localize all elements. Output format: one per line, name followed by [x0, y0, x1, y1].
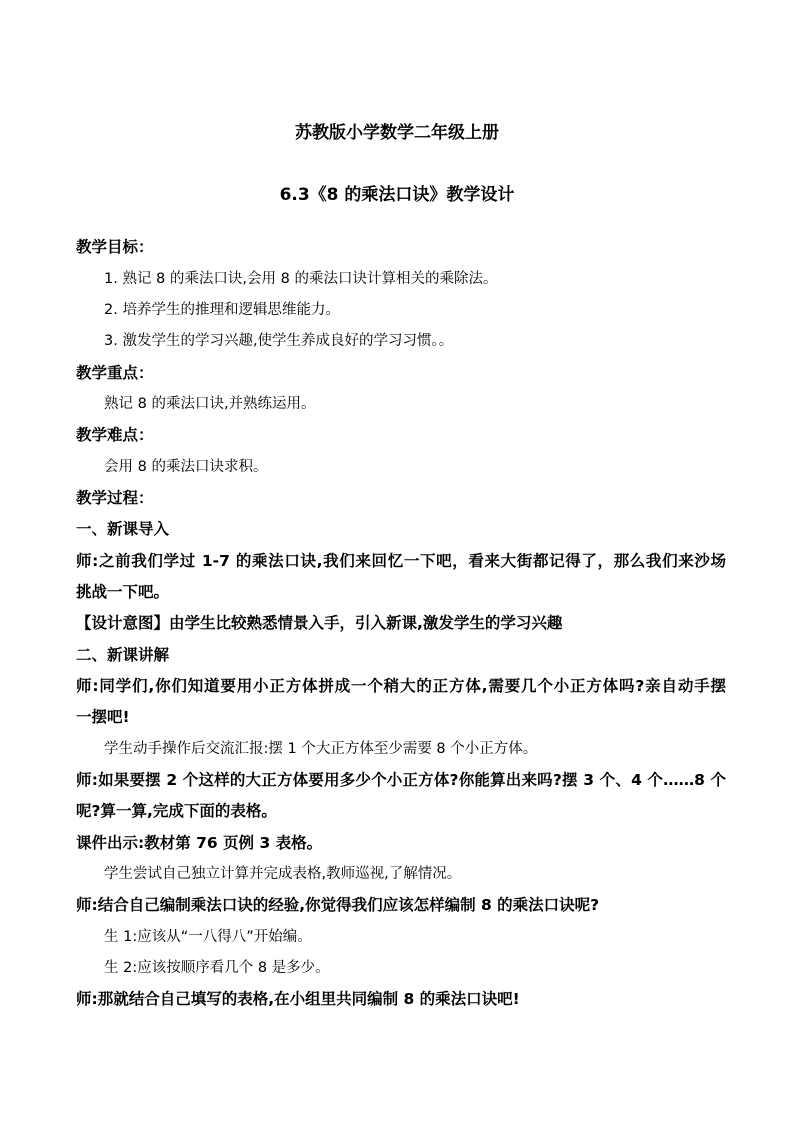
student-2-answer: 生 2:应该按顺序看几个 8 是多少。 [104, 960, 330, 976]
objectives-heading: 教学目标： [76, 238, 154, 256]
student-attempt: 学生尝试自己独立计算并完成表格,教师巡视,了解情况。 [104, 866, 462, 882]
objective-item-1: 1. 熟记 8 的乘法口诀,会用 8 的乘法口诀计算相关的乘除法。 [104, 271, 498, 287]
section1-teacher-line-1: 师:之前我们学过 1-7 的乘法口诀,我们来回忆一下吧，看来大街都记得了，那么我们来沙场 [76, 552, 726, 570]
key-points-text: 熟记 8 的乘法口诀,并熟练运用。 [104, 396, 316, 412]
student-1-answer: 生 1:应该从“一八得八”开始编。 [104, 929, 312, 945]
design-intent: 【设计意图】由学生比较熟悉情景入手，引入新课,激发学生的学习兴趣 [76, 614, 563, 632]
student-report: 学生动手操作后交流汇报:摆 1 个大正方体至少需要 8 个小正方体。 [104, 741, 538, 757]
section2-teacher-4: 师:那就结合自己填写的表格,在小组里共同编制 8 的乘法口诀吧! [76, 990, 520, 1008]
section2-teacher-2-line-1: 师:如果要摆 2 个这样的大正方体要用多少个小正方体?你能算出来吗?摆 3 个、4 个……8 个 [76, 771, 726, 789]
section2-teacher-1-line-1: 师:同学们,你们知道要用小正方体拼成一个稍大的正方体,需要几个小正方体吗?亲自动手摆 [76, 677, 726, 695]
section1-heading: 一、新课导入 [76, 520, 170, 538]
key-points-heading: 教学重点： [76, 364, 154, 382]
section1-teacher-line-2: 挑战一下吧。 [76, 583, 170, 601]
difficulties-heading: 教学难点： [76, 426, 154, 444]
document-subtitle: 6.3《8 的乘法口诀》教学设计 [279, 185, 515, 205]
section2-teacher-3: 师:结合自己编制乘法口诀的经验,你觉得我们应该怎样编制 8 的乘法口诀呢? [76, 896, 600, 914]
process-heading: 教学过程： [76, 489, 154, 507]
section2-teacher-1-line-2: 一摆吧! [76, 708, 130, 726]
difficulties-text: 会用 8 的乘法口诀求积。 [104, 459, 268, 475]
courseware-note: 课件出示:教材第 76 页例 3 表格。 [76, 834, 323, 852]
section2-heading: 二、新课讲解 [76, 646, 170, 664]
objective-item-3: 3. 激发学生的学习兴趣,使学生养成良好的学习习惯。。 [104, 333, 454, 349]
objective-item-2: 2. 培养学生的推理和逻辑思维能力。 [104, 302, 340, 318]
document-title: 苏教版小学数学二年级上册 [295, 123, 499, 143]
section2-teacher-2-line-2: 呢?算一算,完成下面的表格。 [76, 802, 277, 820]
